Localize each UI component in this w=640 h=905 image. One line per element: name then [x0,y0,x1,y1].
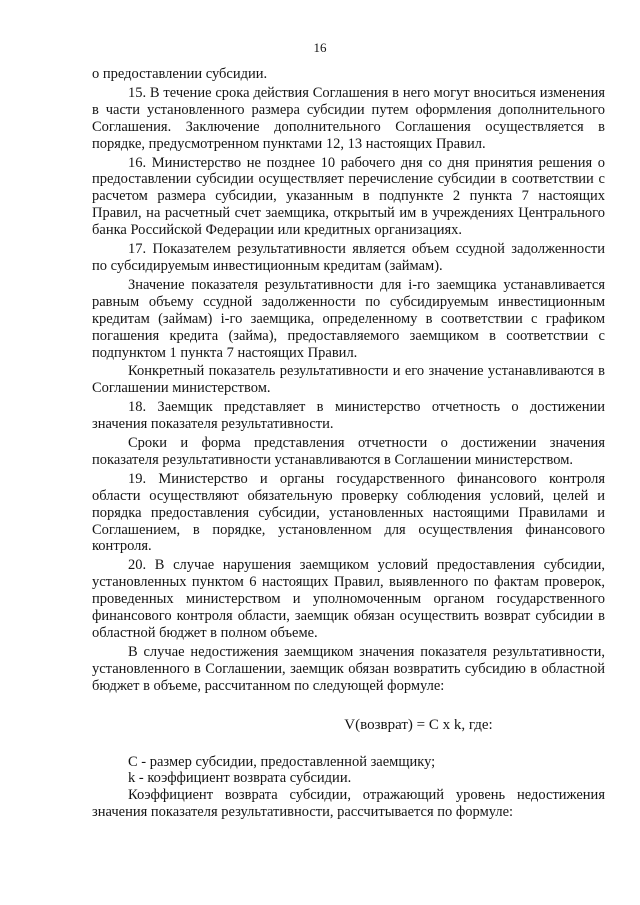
page-number: 16 [313,40,327,55]
document-body [92,66,605,823]
refund-formula: V(возврат) = C x k, где: [344,716,493,733]
paragraph-continuation: о предоставлении субсидии. [92,66,268,82]
paragraph-15: 15. В течение срока действия Соглашения в него могут вноситься изменения в части установленного размера субсидии путем оформления дополнительного Соглашения. Заключение дополнительного Соглашения осуществляется в порядке, предусмотренном пунктами 12, 13 настоящих Правил. [92,84,605,152]
paragraph-indicator-specific: Конкретный показатель результативности и его значение устанавливаются в Соглашении министерством. [92,363,605,397]
paragraph-17: 17. Показателем результативности является объем ссудной задолженности по субсидируемым инвестиционным кредитам (займам). [92,241,605,274]
definition-k: k - коэффициент возврата субсидии. [128,770,352,787]
paragraph-16: 16. Министерство не позднее 10 рабочего дня со дня принятия решения о предоставлении субсидии осуществляет перечисление субсидии в соответствии с расчетом размера субсидии, указанным в подпункте 2 пункта 7 настоящих Правил, на расчетный счет заемщика, открытый им в учреждениях Центрального банка Российской Федерации или кредитных организациях. [92,154,605,239]
paragraph-19: 19. Министерство и органы государственного финансового контроля области осуществляют обязательную проверку соблюдения условий, целей и порядка предоставления субсидии, установленных настоящими Правилами и Соглашением, в порядке, установленном для осуществления финансового контроля. [92,470,605,555]
paragraph-reporting-terms: Сроки и форма представления отчетности о достижении значения показателя результативности устанавливаются в Соглашении министерством. [92,435,605,468]
definition-c: C - размер субсидии, предоставленной заемщику; [128,753,436,770]
paragraph-coefficient: Коэффициент возврата субсидии, отражающий уровень недостижения значения показателя результативности, рассчитывается по формуле: [92,787,605,821]
paragraph-indicator-value: Значение показателя результативности для i-го заемщика устанавливается равным объему ссудной задолженности по субсидируемым инвестиционным кредитам (займам) i-го заемщика, определенному в соответствии с графиком погашения кредита (займа), предоставляемого заемщиком в соответствии с подпунктом 1 пункта 7 настоящих Правил. [92,276,605,361]
paragraph-20: 20. В случае нарушения заемщиком условий предоставления субсидии, установленных пунктом 6 настоящих Правил, выявленного по фактам проверок, проведенных министерством и уполномоченным органом государственного финансового контроля области, заемщик обязан осуществить возврат субсидии в областной бюджет в полном объеме. [92,557,605,641]
paragraph-non-achievement: В случае недостижения заемщиком значения показателя результативности, установленного в Соглашении, заемщик обязан возвратить субсидию в областной бюджет в объеме, рассчитанном по следующей формуле: [92,643,605,694]
paragraph-18: 18. Заемщик представляет в министерство отчетность о достижении значения показателя результативности. [92,399,605,433]
